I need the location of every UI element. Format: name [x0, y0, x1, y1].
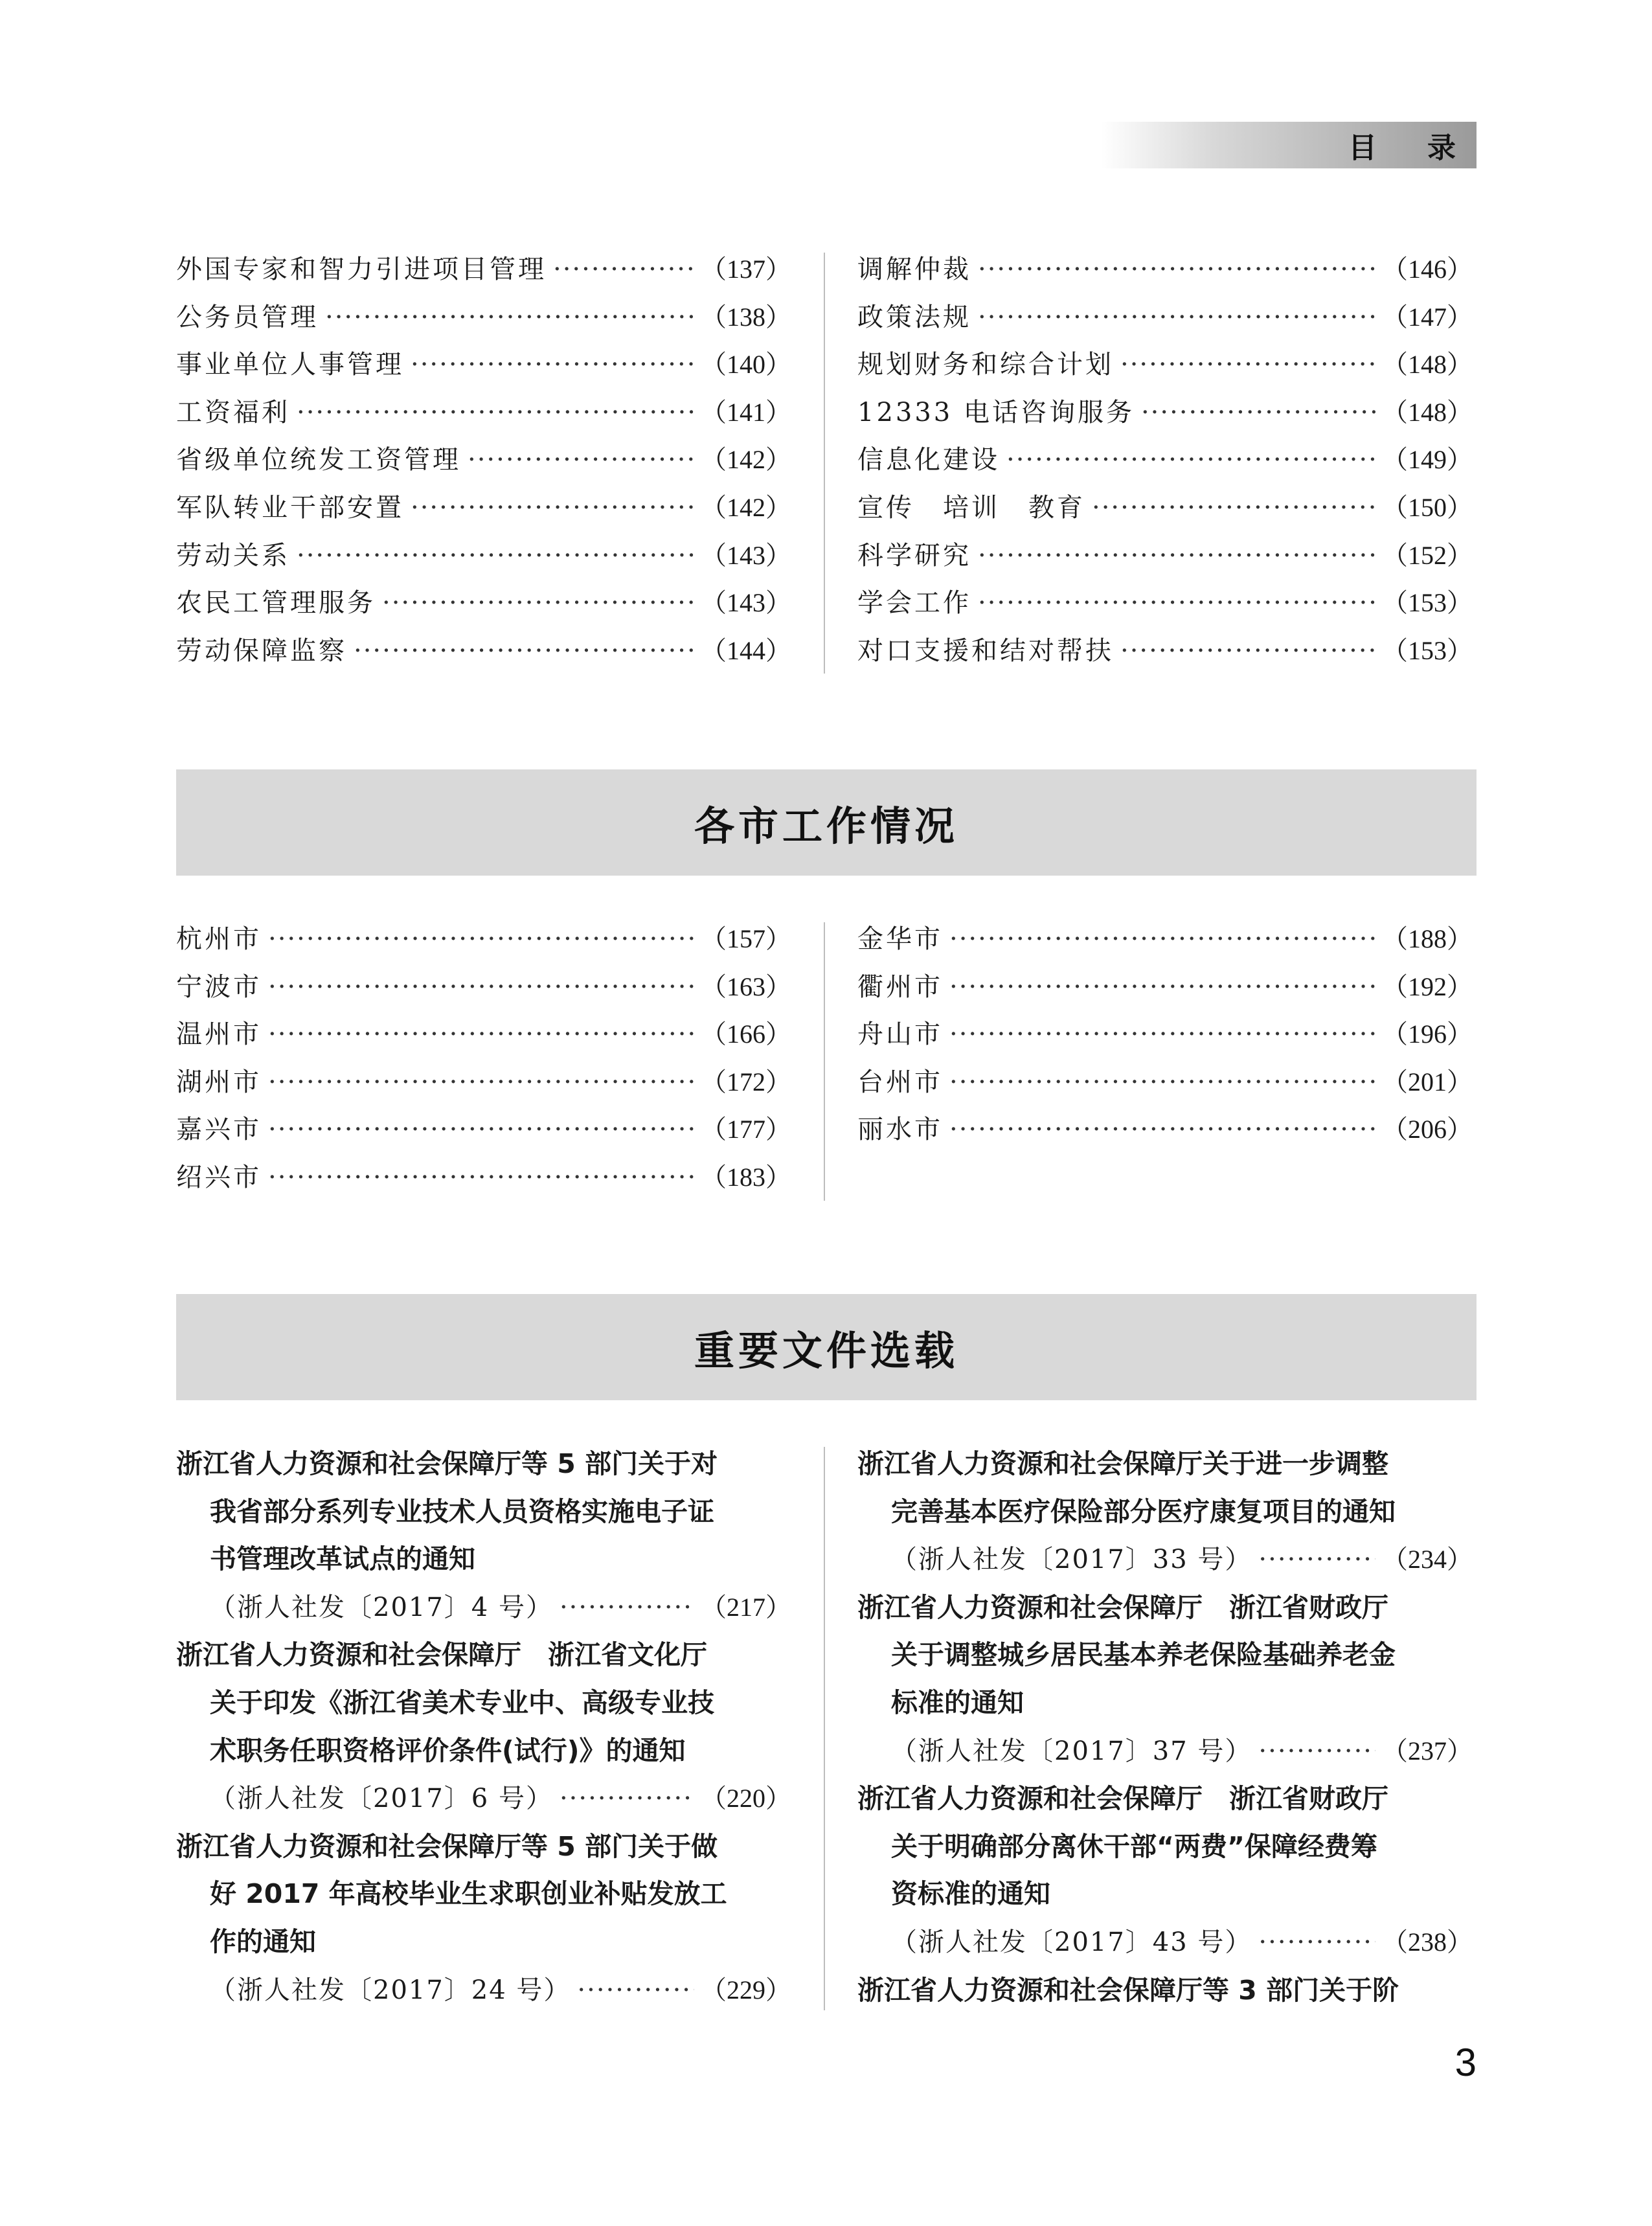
document-page: （217）	[701, 1592, 791, 1622]
document-title	[176, 1440, 791, 1584]
toc-entry[interactable]	[857, 1109, 1473, 1157]
toc-entry[interactable]	[176, 344, 791, 392]
toc-leader-dots	[553, 255, 694, 284]
toc-leader-dots	[268, 1163, 694, 1192]
toc-cities-right-column	[857, 918, 1473, 1157]
toc-entry[interactable]	[857, 1014, 1473, 1062]
toc-entry-title: 对口支援和结对帮扶	[857, 635, 1114, 666]
toc-entry[interactable]	[857, 439, 1473, 487]
document-entry[interactable]	[857, 1775, 1473, 1966]
toc-entry-page: （153）	[1382, 588, 1473, 618]
document-title-line: 术职务任职资格评价条件(试行)》的通知	[210, 1734, 686, 1766]
toc-leader-dots	[382, 588, 694, 618]
document-title-line: 作的通知	[210, 1925, 316, 1957]
toc-entry-title: 舟山市	[857, 1019, 943, 1050]
toc-leader-dots	[1258, 1919, 1375, 1967]
toc-entry[interactable]	[176, 439, 791, 487]
section-header-cities: 各市工作情况	[176, 769, 1477, 876]
toc-entry-title: 科学研究	[857, 540, 971, 571]
document-reference-row	[176, 1775, 791, 1823]
toc-leader-dots	[978, 255, 1375, 284]
document-title-line: 完善基本医疗保险部分医疗康复项目的通知	[891, 1495, 1396, 1527]
toc-entry-title: 政策法规	[857, 302, 971, 332]
document-title	[176, 1631, 791, 1775]
toc-entry[interactable]	[176, 1109, 791, 1157]
toc-entry-page: （152）	[1382, 540, 1473, 570]
toc-leader-dots	[978, 541, 1375, 571]
toc-entry-page: （143）	[701, 540, 791, 570]
document-title-line: 书管理改革试点的通知	[210, 1543, 475, 1575]
document-reference-code: （浙人社发〔2017〕24 号）	[210, 1975, 571, 2005]
toc-entry-page: （192）	[1382, 971, 1473, 1001]
toc-leader-dots	[560, 1775, 694, 1823]
toc-leader-dots	[1120, 636, 1375, 666]
document-page: （238）	[1382, 1927, 1473, 1957]
toc-entry[interactable]	[857, 918, 1473, 966]
toc-leader-dots	[268, 1067, 694, 1097]
toc-leader-dots	[1092, 493, 1375, 523]
toc-entry[interactable]	[857, 966, 1473, 1014]
toc-entry-title: 工资福利	[176, 397, 290, 427]
toc-leader-dots	[949, 1115, 1375, 1144]
toc-entry-page: （148）	[1382, 397, 1473, 427]
toc-entry[interactable]	[176, 582, 791, 630]
toc-leader-dots	[297, 541, 694, 571]
toc-entry[interactable]	[857, 392, 1473, 440]
toc-entry-title: 湖州市	[176, 1067, 262, 1097]
toc-entry[interactable]	[176, 630, 791, 678]
toc-entry-page: （163）	[701, 971, 791, 1001]
toc-entry[interactable]	[176, 918, 791, 966]
document-reference-row	[176, 1966, 791, 2015]
toc-entry[interactable]	[176, 535, 791, 583]
toc-entry-page: （142）	[701, 492, 791, 522]
section-header-documents: 重要文件选载	[176, 1294, 1477, 1400]
toc-entry-title: 温州市	[176, 1019, 262, 1050]
document-title-line: 浙江省人力资源和社会保障厅等 3 部门关于阶	[857, 1974, 1399, 2006]
toc-entry[interactable]	[857, 344, 1473, 392]
toc-cities-left-column	[176, 918, 791, 1205]
toc-entry-title: 宁波市	[176, 971, 262, 1002]
toc-leader-dots	[949, 1067, 1375, 1097]
toc-entry-page: （143）	[701, 588, 791, 618]
toc-leader-dots	[468, 445, 694, 475]
toc-leader-dots	[560, 1584, 694, 1632]
document-entry[interactable]	[857, 1967, 1473, 2015]
toc-entry-title: 军队转业干部安置	[176, 492, 404, 523]
toc-entry-title: 嘉兴市	[176, 1115, 262, 1145]
toc-entry-title: 劳动保障监察	[176, 635, 347, 666]
toc-entry[interactable]	[857, 1062, 1473, 1109]
document-title	[176, 1823, 791, 1966]
toc-leader-dots	[325, 302, 694, 332]
toc-entry-page: （206）	[1382, 1115, 1473, 1144]
document-reference-code: （浙人社发〔2017〕4 号）	[210, 1592, 553, 1622]
toc-top-left-column	[176, 249, 791, 677]
document-reference-code: （浙人社发〔2017〕43 号）	[891, 1927, 1252, 1957]
document-title-line: 浙江省人力资源和社会保障厅等 5 部门关于做	[176, 1830, 718, 1862]
document-title-line: 关于印发《浙江省美术专业中、高级专业技	[210, 1687, 714, 1718]
toc-entry-page: （188）	[1382, 924, 1473, 953]
document-reference-code: （浙人社发〔2017〕37 号）	[891, 1736, 1252, 1766]
document-title-line: 浙江省人力资源和社会保障厅 浙江省财政厅	[857, 1591, 1388, 1623]
toc-entry-page: （157）	[701, 924, 791, 953]
toc-entry-title: 事业单位人事管理	[176, 350, 404, 380]
document-title-line: 浙江省人力资源和社会保障厅 浙江省财政厅	[857, 1783, 1388, 1815]
column-divider	[824, 1447, 825, 2010]
toc-entry[interactable]	[176, 1014, 791, 1062]
toc-leader-dots	[268, 1019, 694, 1049]
document-entry[interactable]	[176, 1823, 791, 2014]
toc-leader-dots	[949, 972, 1375, 1002]
toc-leader-dots	[1120, 350, 1375, 380]
document-reference-row	[176, 1584, 791, 1632]
toc-entry-page: （140）	[701, 350, 791, 380]
docs-right-column	[857, 1440, 1473, 2014]
document-title-line: 关于调整城乡居民基本养老保险基础养老金	[891, 1639, 1396, 1671]
toc-entry[interactable]	[176, 297, 791, 345]
toc-entry[interactable]	[857, 582, 1473, 630]
toc-entry-page: （147）	[1382, 302, 1473, 332]
document-reference-row	[857, 1918, 1473, 1967]
toc-entry[interactable]	[176, 487, 791, 535]
toc-entry-page: （141）	[701, 397, 791, 427]
toc-top-right-column	[857, 249, 1473, 677]
document-page: （237）	[1382, 1736, 1473, 1766]
document-title	[857, 1584, 1473, 1727]
toc-leader-dots	[978, 302, 1375, 332]
toc-leader-dots	[978, 588, 1375, 618]
document-entry[interactable]	[176, 1631, 791, 1823]
toc-leader-dots	[1258, 1536, 1375, 1584]
toc-header-char-2: 录	[1427, 131, 1456, 165]
toc-entry-page: （196）	[1382, 1019, 1473, 1049]
toc-entry-title: 丽水市	[857, 1115, 943, 1145]
toc-entry-title: 绍兴市	[176, 1162, 262, 1192]
document-reference-row	[857, 1536, 1473, 1584]
toc-entry[interactable]	[857, 249, 1473, 297]
toc-entry-title: 台州市	[857, 1067, 943, 1097]
toc-entry-page: （183）	[701, 1162, 791, 1192]
toc-entry-title: 调解仲裁	[857, 255, 971, 284]
document-reference-row	[857, 1727, 1473, 1776]
toc-entry-title: 学会工作	[857, 588, 971, 619]
document-page: （229）	[701, 1975, 791, 2005]
toc-entry-page: （146）	[1382, 255, 1473, 284]
toc-entry-page: （149）	[1382, 445, 1473, 475]
toc-entry-title: 省级单位统发工资管理	[176, 445, 461, 475]
document-title-line: 浙江省人力资源和社会保障厅等 5 部门关于对	[176, 1448, 718, 1479]
toc-entry-title: 外国专家和智力引进项目管理	[176, 255, 547, 284]
toc-entry[interactable]	[857, 487, 1473, 535]
toc-leader-dots	[1006, 445, 1375, 475]
toc-entry-page: （138）	[701, 302, 791, 332]
toc-entry-page: （153）	[1382, 635, 1473, 665]
toc-leader-dots	[949, 924, 1375, 954]
toc-entry-title: 杭州市	[176, 924, 262, 954]
docs-left-column	[176, 1440, 791, 2014]
toc-entry-page: （148）	[1382, 350, 1473, 380]
toc-entry-page: （150）	[1382, 492, 1473, 522]
toc-leader-dots	[354, 636, 694, 666]
toc-leader-dots	[1258, 1728, 1375, 1776]
toc-entry[interactable]	[176, 249, 791, 297]
document-entry[interactable]	[176, 1440, 791, 1631]
document-entry[interactable]	[857, 1440, 1473, 1584]
document-page: （234）	[1382, 1545, 1473, 1574]
column-divider	[824, 922, 825, 1201]
toc-leader-dots	[577, 1967, 694, 2015]
document-page: （220）	[701, 1784, 791, 1813]
toc-entry-page: （201）	[1382, 1067, 1473, 1096]
document-title-line: 浙江省人力资源和社会保障厅关于进一步调整	[857, 1448, 1388, 1479]
toc-entry[interactable]	[857, 297, 1473, 345]
document-title-line: 标准的通知	[891, 1687, 1024, 1718]
toc-entry-title: 金华市	[857, 924, 943, 954]
toc-entry-title: 12333 电话咨询服务	[857, 397, 1135, 427]
document-title	[857, 1775, 1473, 1918]
toc-entry[interactable]	[176, 392, 791, 440]
toc-leader-dots	[268, 924, 694, 954]
toc-leader-dots	[268, 1115, 694, 1144]
toc-header	[1328, 122, 1477, 168]
document-reference-code: （浙人社发〔2017〕6 号）	[210, 1784, 553, 1814]
toc-entry[interactable]	[857, 630, 1473, 678]
toc-entry-page: （172）	[701, 1067, 791, 1096]
toc-entry-page: （142）	[701, 445, 791, 475]
toc-entry-page: （166）	[701, 1019, 791, 1049]
document-title-line: 浙江省人力资源和社会保障厅 浙江省文化厅	[176, 1639, 707, 1671]
toc-leader-dots	[949, 1019, 1375, 1049]
toc-entry[interactable]	[176, 1062, 791, 1109]
toc-leader-dots	[268, 972, 694, 1002]
toc-leader-dots	[411, 350, 694, 380]
toc-entry-title: 衢州市	[857, 971, 943, 1002]
document-title-line: 关于明确部分离休干部“两费”保障经费筹	[891, 1830, 1377, 1862]
toc-leader-dots	[1141, 398, 1375, 427]
toc-entry-title: 规划财务和综合计划	[857, 350, 1114, 380]
toc-entry-page: （177）	[701, 1115, 791, 1144]
toc-leader-dots	[297, 398, 694, 427]
document-title	[857, 1440, 1473, 1536]
document-entry[interactable]	[857, 1584, 1473, 1775]
toc-header-char-1: 目	[1348, 131, 1377, 165]
toc-entry-title: 公务员管理	[176, 302, 319, 332]
page-number: 3	[1454, 2041, 1477, 2084]
document-title-line: 好 2017 年高校毕业生求职创业补贴发放工	[210, 1878, 727, 1910]
toc-entry[interactable]	[857, 535, 1473, 583]
toc-entry-title: 劳动关系	[176, 540, 290, 571]
document-title	[857, 1967, 1473, 2015]
toc-entry[interactable]	[176, 1157, 791, 1205]
document-title-line: 我省部分系列专业技术人员资格实施电子证	[210, 1495, 714, 1527]
document-title-line: 资标准的通知	[891, 1878, 1050, 1910]
toc-entry-page: （144）	[701, 635, 791, 665]
toc-entry-title: 农民工管理服务	[176, 588, 376, 619]
toc-leader-dots	[411, 493, 694, 523]
toc-entry-page: （137）	[701, 255, 791, 284]
document-reference-code: （浙人社发〔2017〕33 号）	[891, 1545, 1252, 1575]
column-divider	[824, 253, 825, 674]
toc-entry-title: 信息化建设	[857, 445, 1000, 475]
toc-entry[interactable]	[176, 966, 791, 1014]
toc-entry-title: 宣传 培训 教育	[857, 492, 1085, 523]
